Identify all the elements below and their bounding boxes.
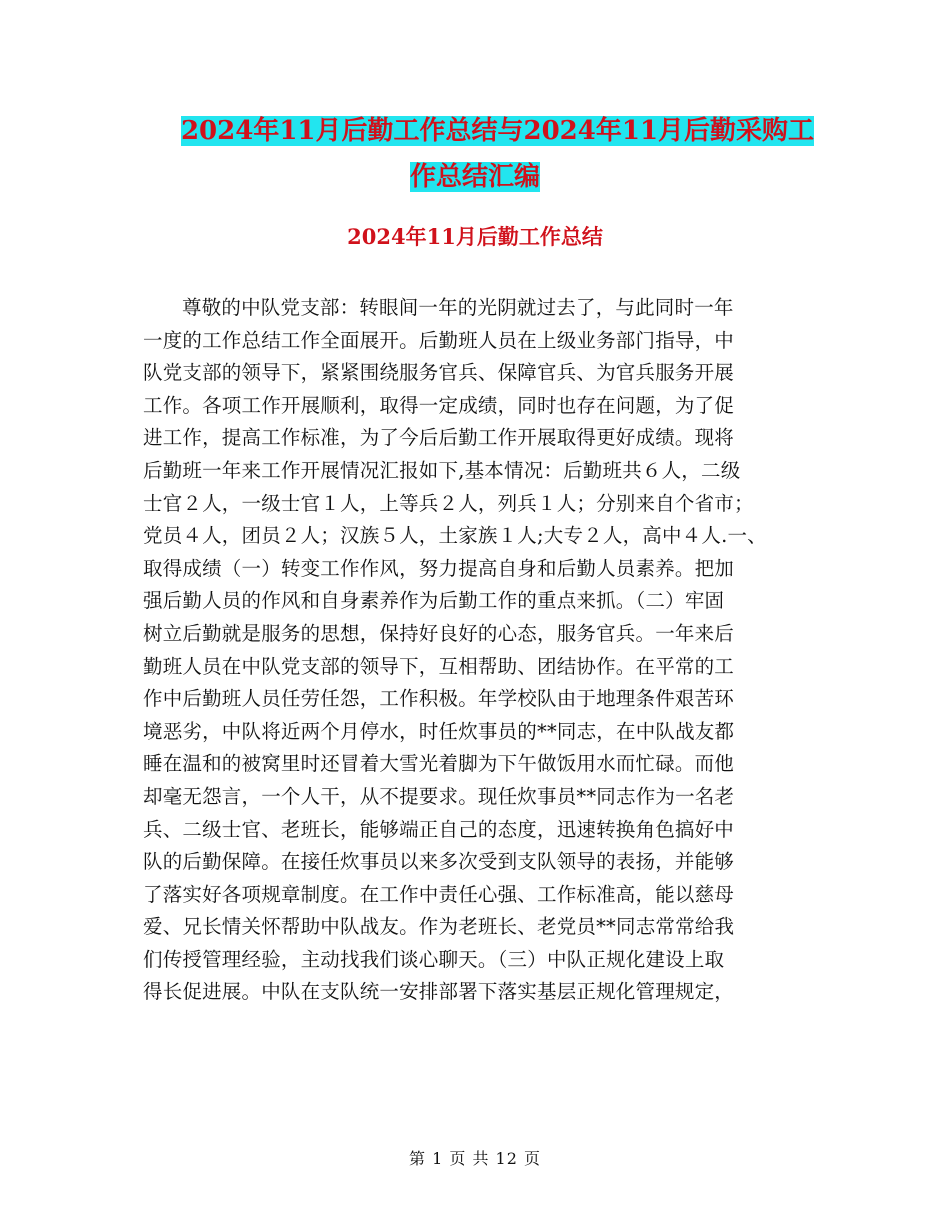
title-line-1-wrapper <box>0 108 950 154</box>
body-line: 得长促进展。中队在支队统一安排部署下落实基层正规化管理规定， <box>143 980 735 1004</box>
body-paragraph <box>143 292 793 1009</box>
body-line: 树立后勤就是服务的思想，保持好良好的心态，服务官兵。一年来后 <box>143 621 735 645</box>
document-title <box>0 108 950 200</box>
body-line: 队的后勤保障。在接任炊事员以来多次受到支队领导的表扬，并能够 <box>143 850 735 874</box>
body-line: 士官２人，一级士官１人，上等兵２人，列兵１人；分别来自个省市； <box>143 491 754 515</box>
title-line-2-wrapper <box>0 154 950 200</box>
body-line: 却毫无怨言，一个人干，从不提要求。现任炊事员**同志作为一名老 <box>143 784 735 808</box>
body-line: 工作。各项工作开展顺利，取得一定成绩，同时也存在问题，为了促 <box>143 393 735 417</box>
body-line: 境恶劣，中队将近两个月停水，时任炊事员的**同志，在中队战友都 <box>143 719 735 743</box>
body-line: 们传授管理经验，主动找我们谈心聊天。（三）中队正规化建设上取 <box>143 947 725 971</box>
body-line: 了落实好各项规章制度。在工作中责任心强、工作标准高，能以慈母 <box>143 882 735 906</box>
document-title-line-1: 2024年11月后勤工作总结与2024年11月后勤采购工 <box>180 116 815 146</box>
body-line: 取得成绩（一）转变工作作风，努力提高自身和后勤人员素养。把加 <box>143 556 735 580</box>
body-line: 队党支部的领导下，紧紧围绕服务官兵、保障官兵、为官兵服务开展 <box>143 361 735 385</box>
body-line: 作中后勤班人员任劳任怨，工作积极。年学校队由于地理条件艰苦环 <box>143 687 735 711</box>
body-line: 尊敬的中队党支部：转眼间一年的光阴就过去了，与此同时一年 <box>182 296 734 319</box>
body-line: 爱、兄长情关怀帮助中队战友。作为老班长、老党员**同志常常给我 <box>143 915 735 939</box>
body-line: 兵、二级士官、老班长，能够端正自己的态度，迅速转换角色搞好中 <box>143 817 735 841</box>
section-heading: 2024年11月后勤工作总结 <box>347 224 603 249</box>
body-line: 进工作，提高工作标准，为了今后后勤工作开展取得更好成绩。现将 <box>143 426 735 450</box>
body-line: 勤班人员在中队党支部的领导下，互相帮助、团结协作。在平常的工 <box>143 654 735 678</box>
body-line: 强后勤人员的作风和自身素养作为后勤工作的重点来抓。（二）牢固 <box>143 589 725 613</box>
page-footer: 第 1 页 共 12 页 <box>409 1149 541 1168</box>
body-line: 党员４人，团员２人；汉族５人，土家族１人;大专２人，高中４人.一、 <box>143 524 767 548</box>
body-line: 后勤班一年来工作开展情况汇报如下,基本情况：后勤班共６人，二级 <box>143 458 741 482</box>
body-line: 睡在温和的被窝里时还冒着大雪光着脚为下午做饭用水而忙碌。而他 <box>143 752 735 776</box>
body-line: 一度的工作总结工作全面展开。后勤班人员在上级业务部门指导，中 <box>143 328 735 352</box>
document-title-line-2: 作总结汇编 <box>409 162 540 192</box>
